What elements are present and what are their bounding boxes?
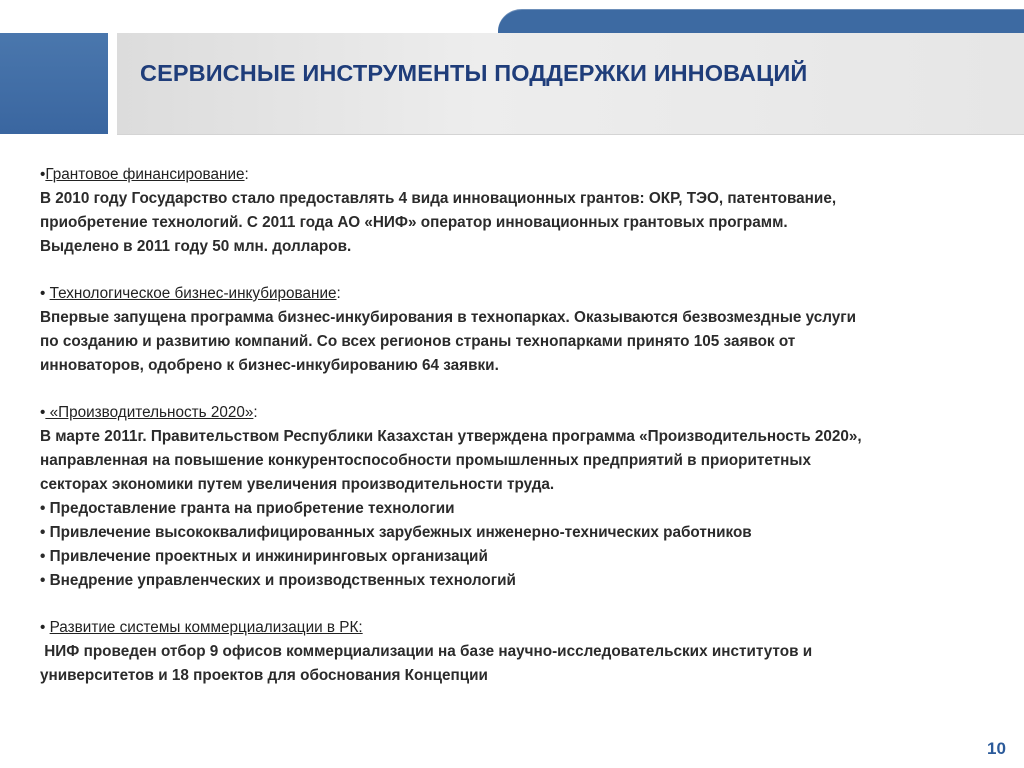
section-line: Впервые запущена программа бизнес-инкубирования в технопарках. Оказываются безвозмездные услуги bbox=[40, 309, 857, 326]
section-line: секторах экономики путем увеличения производительности труда. bbox=[40, 476, 555, 493]
section-line: приобретение технологий. С 2011 года АО «НИФ» оператор инновационных грантовых программ. bbox=[40, 214, 788, 231]
section-line: В марте 2011г. Правительством Республики Казахстан утверждена программа «Производительность 2020», bbox=[40, 428, 862, 445]
heading-text: «Производительность 2020» bbox=[45, 404, 254, 421]
section-line: Выделено в 2011 году 50 млн. долларов. bbox=[40, 238, 352, 255]
heading-suffix: : bbox=[336, 285, 341, 302]
heading-suffix: : bbox=[244, 166, 249, 183]
sub-bullet-item: • Внедрение управленческих и производственных технологий bbox=[40, 572, 516, 589]
section-line: НИФ проведен отбор 9 офисов коммерциализации на базе научно-исследовательских институтов и bbox=[40, 643, 813, 660]
heading-suffix: : bbox=[253, 404, 258, 421]
section-line: инноваторов, одобрено к бизнес-инкубированию 64 заявки. bbox=[40, 357, 499, 374]
slide-title: СЕРВИСНЫЕ ИНСТРУМЕНТЫ ПОДДЕРЖКИ ИННОВАЦИЙ bbox=[140, 60, 808, 86]
header-accent-block bbox=[0, 33, 108, 134]
section-line: университетов и 18 проектов для обоснования Концепции bbox=[40, 667, 488, 684]
section-heading-incubation bbox=[40, 282, 1000, 306]
spacer bbox=[40, 259, 1000, 282]
section-line: по созданию и развитию компаний. Со всех регионов страны технопарками принято 105 заявок от bbox=[40, 333, 796, 350]
heading-text: Технологическое бизнес-инкубирование bbox=[49, 285, 337, 302]
slide-content bbox=[40, 163, 1000, 688]
bullet: • bbox=[40, 285, 50, 302]
section-heading-commercialization bbox=[40, 616, 1000, 640]
sub-bullet-item: • Привлечение высококвалифицированных зарубежных инженерно-технических работников bbox=[40, 524, 752, 541]
header-tab-decoration bbox=[498, 9, 1024, 33]
spacer bbox=[40, 378, 1000, 401]
section-line: направленная на повышение конкурентоспособности промышленных предприятий в приоритетных bbox=[40, 452, 811, 469]
sub-bullet-item: • Предоставление гранта на приобретение технологии bbox=[40, 500, 455, 517]
heading-text: Развитие системы коммерциализации в РК: bbox=[49, 619, 363, 636]
section-heading-productivity bbox=[40, 401, 1000, 425]
bullet: • bbox=[40, 619, 50, 636]
bullet: • bbox=[40, 404, 46, 421]
section-line: В 2010 году Государство стало предоставлять 4 вида инновационных грантов: ОКР, ТЭО, патентование, bbox=[40, 190, 837, 207]
sub-bullet-item: • Привлечение проектных и инжиниринговых организаций bbox=[40, 548, 488, 565]
section-heading-grants bbox=[40, 163, 1000, 187]
page-number: 10 bbox=[987, 739, 1006, 758]
spacer bbox=[40, 593, 1000, 616]
heading-text: Грантовое финансирование bbox=[45, 166, 245, 183]
bullet: • bbox=[40, 166, 46, 183]
